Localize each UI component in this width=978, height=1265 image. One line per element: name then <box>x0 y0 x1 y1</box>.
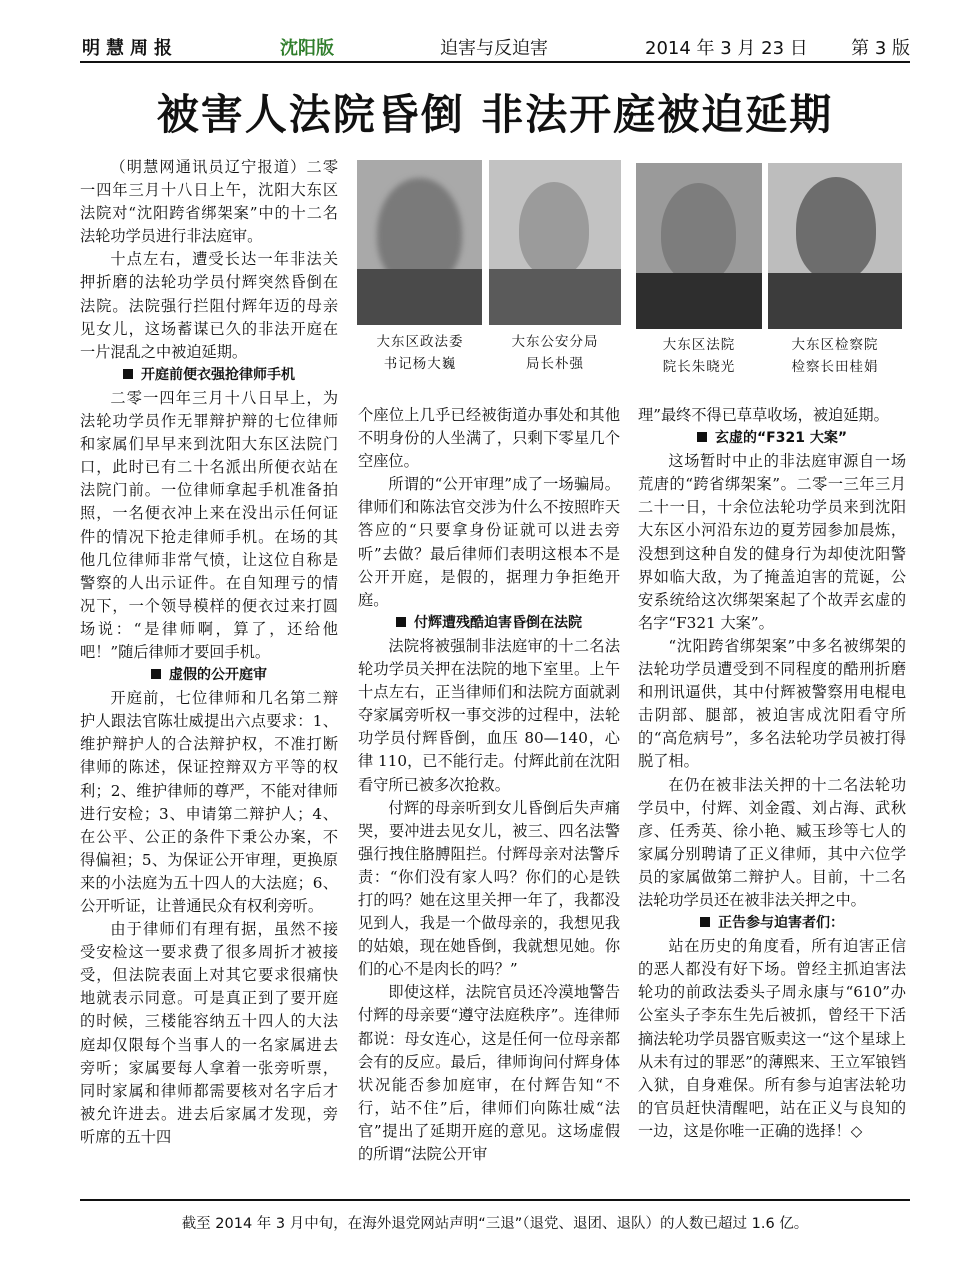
paragraph: 个座位上几乎已经被街道办事处和其他不明身份的人坐满了，只剩下零星几个空座位。 <box>358 406 620 471</box>
masthead-divider <box>80 61 910 63</box>
face-shape <box>519 182 589 277</box>
footer-divider <box>80 1199 910 1201</box>
edition-label: 沈阳版 <box>280 38 334 59</box>
caption-line: 大东区政法委 <box>376 334 464 350</box>
article-column-3 <box>638 404 906 1143</box>
caption-line: 检察长田桂娟 <box>791 359 879 375</box>
uniform-shape <box>489 269 621 325</box>
paragraph: “沈阳跨省绑架案”中多名被绑架的法轮功学员遭受到不同程度的酷刑折磨和刑讯逼供，其中付辉被警察用电棍电击阴部、腿部，被迫害成沈阳看守所的“高危病号”，多名法轮功学员被打得脱了相。 <box>638 636 906 771</box>
caption-line: 大东区检察院 <box>791 337 879 353</box>
article-column-1 <box>80 156 338 1149</box>
caption-line: 局长朴强 <box>526 356 584 372</box>
paragraph: 开庭前，七位律师和几名第二辩护人跟法官陈壮威提出六点要求：1、维护辩护人的合法辩护权，不准打断律师的陈述，保证控辩双方平等的权利；2、维护律师的尊严，不能对律师进行安检；3、申请第二辩护人；4、在公平、公正的条件下秉公办案，不得偏袒；5、为保证公开审理，更换原来的小法庭为五十四人的大法庭；6、公开听证，让普通民众有权利旁听。 <box>80 689 338 915</box>
subheading-text: 玄虚的“F321 大案” <box>714 430 848 447</box>
paragraph: 所谓的“公开审理”成了一场骗局。律师们和陈法官交涉为什么不按照昨天答应的“只要拿身份证就可以进去旁听”去做？最后律师们表明这根本不是公开开庭，是假的，据理力争拒绝开庭。 <box>358 475 620 609</box>
subheading <box>638 427 906 450</box>
paragraph: 理”最终不得已草草收场，被迫延期。 <box>638 406 889 424</box>
square-bullet-icon <box>697 432 707 442</box>
caption-line: 书记杨大巍 <box>383 356 457 372</box>
paragraph: 站在历史的角度看，所有迫害正信的恶人都没有好下场。曾经主抓迫害法轮功的前政法委头子周永康与“610”办公室头子李东生先后被抓，曾经干下活摘法轮功学员器官贩卖这一“这个星球上从未有过的罪恶”的薄熙来、王立军锒铛入狱，自身难保。所有参与迫害法轮功的官员赶快清醒吧，站在正义与良知的一边，这是你唯一正确的选择！◇ <box>638 937 906 1140</box>
paragraph: 即使这样，法院官员还冷漠地警告付辉的母亲要“遵守法庭秩序”。连律师都说：母女连心，这是任何一位母亲都会有的反应。最后，律师询问付辉身体状况能否参加庭审，在付辉告知“不行，站不住”后，律师们向陈壮威“法官”提出了延期开庭的意见。这场虚假的所谓“法院公开审 <box>358 983 620 1163</box>
square-bullet-icon <box>123 369 133 379</box>
subheading-text: 虚假的公开庭审 <box>169 667 267 684</box>
paragraph: 法院将被强制非法庭审的十二名法轮功学员关押在法院的地下室里。上午十点左右，正当律师们和法院方面就剥夺家属旁听权一事交涉的过程中，法轮功学员付辉昏倒，血压 80—140，心律 110，已不能行走。付辉此前在沈阳看守所已被多次抢救。 <box>358 636 620 794</box>
issue-date: 2014 年 3 月 23 日 <box>645 38 808 59</box>
photo-caption <box>488 331 622 375</box>
caption-line: 大东公安分局 <box>511 334 599 350</box>
photo-tian-guijuan <box>768 163 902 329</box>
photo-zhu-xiaoguang <box>636 163 762 329</box>
page-number: 第 3 版 <box>851 38 910 59</box>
subheading <box>80 364 338 387</box>
uniform-shape <box>768 273 902 329</box>
subheading-text: 正告参与迫害者们： <box>718 915 844 932</box>
face-shape <box>661 183 736 283</box>
subheading-text: 付辉遭残酷迫害昏倒在法院 <box>414 614 582 631</box>
paragraph: 这场暂时中止的非法庭审源自一场荒唐的“跨省绑架案”。二零一三年三月二十一日，十余位法轮功学员来到沈阳大东区小河沿东边的夏芳园参加晨炼，没想到这种自发的健身行为却使沈阳警界如临大敌，为了掩盖迫害的荒诞，公安系统给这次绑架案起了个故弄玄虚的名字“F321 大案”。 <box>638 452 906 632</box>
paragraph: 由于律师们有理有据，虽然不接受安检这一要求费了很多周折才被接受，但法院表面上对其它要求很痛快地就表示同意。可是真正到了要开庭的时候，三楼能容纳五十四人的大法庭却仅限每个当事人的一名家属进去旁听；家属要每人拿着一张旁听票，同时家属和律师都需要核对名字后才被允许进去。进去后家属才发现，旁听席的五十四 <box>80 920 338 1146</box>
section-label: 迫害与反迫害 <box>440 38 548 59</box>
newspaper-name: 明慧周报 <box>82 38 178 59</box>
photo-caption <box>355 331 485 375</box>
square-bullet-icon <box>151 669 161 679</box>
photo-caption <box>634 334 764 378</box>
square-bullet-icon <box>700 917 710 927</box>
jacket-shape <box>357 269 482 325</box>
paragraph: 十点左右，遭受长达一年非法关押折磨的法轮功学员付辉突然昏倒在法院。法院强行拦阻付辉年迈的母亲见女儿，这场蓄谋已久的非法开庭在一片混乱之中被迫延期。 <box>80 250 338 361</box>
subheading <box>80 664 338 687</box>
caption-line: 院长朱晓光 <box>662 359 736 375</box>
masthead <box>80 30 910 62</box>
article-column-2 <box>358 404 620 1166</box>
article-headline: 被害人法院昏倒 非法开庭被迫延期 <box>156 90 834 139</box>
photo-piao-qiang <box>489 160 621 325</box>
photo-caption <box>766 334 904 378</box>
suit-shape <box>636 273 762 329</box>
face-shape <box>796 177 876 281</box>
subheading <box>638 912 906 935</box>
photo-yang-dawei <box>357 160 482 325</box>
subheading <box>358 612 620 635</box>
square-bullet-icon <box>396 617 406 627</box>
caption-line: 大东区法院 <box>662 337 736 353</box>
paragraph: 二零一四年三月十八日早上，为法轮功学员作无罪辩护辩的七位律师和家属们早早来到沈阳大东区法院门口，此时已有二十名派出所便衣站在法院门前。一位律师拿起手机准备拍照，一名便衣冲上来在没出示任何证件的情况下抢走律师手机。在场的其他几位律师非常气愤，让这位自称是警察的人出示证件。在自知理亏的情况下，一个领导模样的便衣过来打圆场说：“是律师啊，算了，还给他吧！”随后律师才要回手机。 <box>80 388 338 661</box>
paragraph: （明慧网通讯员辽宁报道）二零一四年三月十八日上午，沈阳大东区法院对“沈阳跨省绑架案”中的十二名法轮功学员进行非法庭审。 <box>80 158 338 246</box>
subheading-text: 开庭前便衣强抢律师手机 <box>141 366 295 383</box>
footer-notice: 截至 2014 年 3 月中旬，在海外退党网站声明“三退”（退党、退团、退队）的人数已超过 1.6 亿。 <box>181 1216 809 1232</box>
paragraph: 在仍在被非法关押的十二名法轮功学员中，付辉、刘金霞、刘占海、武秋彦、任秀英、徐小艳、臧玉珍等七人的家属分别聘请了正义律师，其中六位学员的家属做第二辩护人。目前，十二名法轮功学员还在被非法关押之中。 <box>638 775 906 909</box>
paragraph: 付辉的母亲听到女儿昏倒后失声痛哭，要冲进去见女儿，被三、四名法警强行拽住胳膊阻拦。付辉母亲对法警斥责：“你们没有家人吗？你们的心是铁打的吗？她在这里关押一年了，我都没见到人，我是一个做母亲的，我想见我的姑娘，现在她昏倒，我就想见她。你们的心不是肉长的吗？” <box>358 798 620 979</box>
